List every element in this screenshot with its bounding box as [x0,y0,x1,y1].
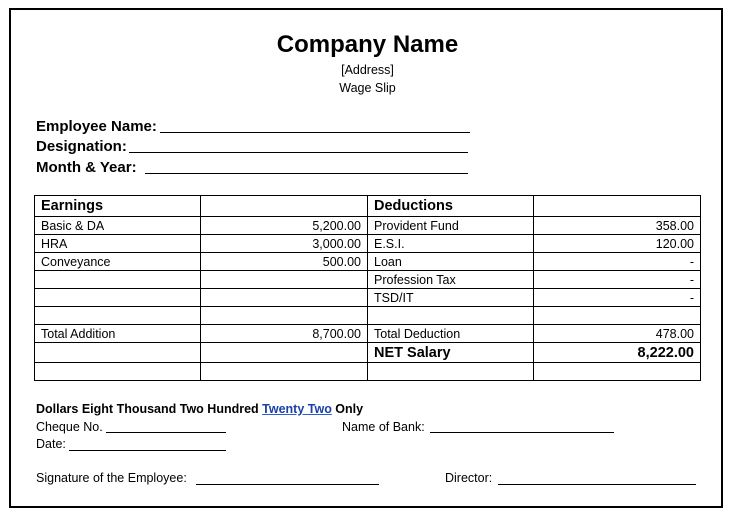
company-address: [Address] [341,63,394,77]
date-field[interactable] [69,450,226,451]
table-row [35,253,701,271]
table-row [35,217,701,235]
earning-amount [201,307,368,325]
deduction-item: Loan [368,253,534,271]
deduction-amount: - [534,289,701,307]
total-addition-value: 8,700.00 [201,325,368,343]
month-year-field[interactable] [145,173,468,174]
deduction-amount: - [534,253,701,271]
designation-field[interactable] [129,152,468,153]
totals-row [35,325,701,343]
empty-cell [368,363,534,381]
earning-amount: 3,000.00 [201,235,368,253]
deduction-item: Provident Fund [368,217,534,235]
employee-signature-label: Signature of the Employee: [36,471,187,485]
bank-field[interactable] [430,432,614,433]
bank-label: Name of Bank: [342,420,425,434]
deduction-item: Profession Tax [368,271,534,289]
earning-item [35,289,201,307]
earning-item: Basic & DA [35,217,201,235]
deduction-amount: 120.00 [534,235,701,253]
table-row [35,235,701,253]
earning-amount: 5,200.00 [201,217,368,235]
deduction-item [368,307,534,325]
amount-words-flagged: Twenty Two [262,402,332,416]
amount-words-suffix: Only [331,402,364,416]
document-title: Wage Slip [339,81,396,95]
empty-cell [35,363,201,381]
deduction-item: TSD/IT [368,289,534,307]
earning-item: Conveyance [35,253,201,271]
designation-label: Designation: [36,138,127,155]
empty-cell [201,343,368,363]
amount-in-words [36,401,363,417]
total-deduction-value: 478.00 [534,325,701,343]
director-label: Director: [445,471,493,485]
earning-amount [201,289,368,307]
table-row [35,289,701,307]
table-row [35,271,701,289]
director-signature-field[interactable] [498,484,696,485]
table-header-row [35,196,701,217]
earning-item [35,271,201,289]
earning-amount: 500.00 [201,253,368,271]
empty-cell [201,363,368,381]
net-salary-row [35,343,701,363]
company-name: Company Name [276,31,459,58]
employee-name-label: Employee Name: [36,118,157,135]
empty-cell [534,363,701,381]
deduction-item: E.S.I. [368,235,534,253]
table-row [35,307,701,325]
month-year-label: Month & Year: [36,159,137,176]
cheque-field[interactable] [106,432,226,433]
earnings-header: Earnings [35,196,201,217]
total-addition-label: Total Addition [35,325,201,343]
deductions-amount-header [534,196,701,217]
wage-table [34,195,701,381]
earning-item: HRA [35,235,201,253]
amount-words-prefix: Dollars Eight Thousand Two Hundred [36,402,263,416]
cheque-label: Cheque No. [36,420,103,434]
earnings-amount-header [201,196,368,217]
table-row [35,363,701,381]
employee-name-field[interactable] [160,132,470,133]
employee-signature-field[interactable] [196,484,379,485]
deduction-amount: 358.00 [534,217,701,235]
net-salary-value: 8,222.00 [534,343,701,363]
date-label: Date: [36,437,66,451]
deduction-amount: - [534,271,701,289]
deductions-header: Deductions [368,196,534,217]
earning-amount [201,271,368,289]
total-deduction-label: Total Deduction [368,325,534,343]
net-salary-label: NET Salary [368,343,534,363]
empty-cell [35,343,201,363]
deduction-amount [534,307,701,325]
earning-item [35,307,201,325]
